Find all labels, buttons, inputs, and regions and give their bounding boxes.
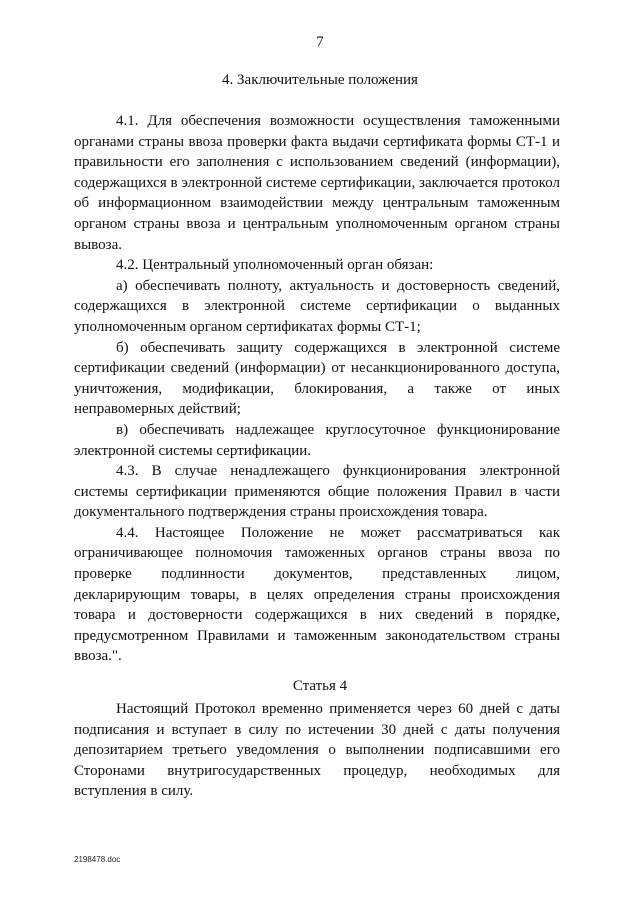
article-body — [74, 699, 560, 802]
paragraph-4-1: 4.1. Для обеспечения возможности осуществления таможенными органами страны ввоза проверки факта выдачи сертификата формы СТ-1 и правильности его заполнения с использованием сведений (информации), содержащихся в электронной системе сертификации, заключается протокол об информационном взаимодействии между центральным таможенным органом страны ввоза и центральным уполномоченным органом страны вывоза. — [74, 113, 560, 253]
article-paragraph: Настоящий Протокол временно применяется через 60 дней с даты подписания и вступает в силу по истечении 30 дней с даты получения депозитарием третьего уведомления о выполнении подписавшими его Сторонами внутригосударственных процедур, необходимых для вступления в силу. — [74, 701, 560, 800]
paragraph-4-2: 4.2. Центральный уполномоченный орган обязан: — [116, 257, 434, 274]
paragraph-4-2-c: в) обеспечивать надлежащее круглосуточное функционирование электронной системы сертификации. — [74, 421, 560, 459]
footer-filename: 2198478.doc — [74, 855, 121, 864]
paragraph-4-2-b: б) обеспечивать защиту содержащихся в электронной системе сертификации сведений (информации) от несанкционированного доступа, уничтожения, модификации, блокирования, а также от иных неправомерных действий; — [74, 339, 560, 418]
section-body — [74, 111, 560, 667]
paragraph-4-2-a: а) обеспечивать полноту, актуальность и достоверность сведений, содержащихся в электронной системе сертификации о выданных уполномоченным органом сертификатах формы СТ-1; — [74, 277, 560, 335]
paragraph-4-3: 4.3. В случае ненадлежащего функционирования электронной системы сертификации применяются общие положения Правил в части документального подтверждения страны происхождения товара. — [74, 463, 560, 521]
paragraph-4-4: 4.4. Настоящее Положение не может рассматриваться как ограничивающее полномочия таможенных органов страны ввоза по проверке подлинности документов, представленных лицом, декларирующим товары, в целях определения страны происхождения товара и достоверности содержащихся в них сведений в порядке, предусмотренном Правилами и таможенным законодательством страны ввоза.". — [74, 524, 560, 665]
section-heading: 4. Заключительные положения — [222, 72, 418, 88]
page-number: 7 — [316, 34, 324, 50]
article-heading: Статья 4 — [292, 678, 348, 694]
